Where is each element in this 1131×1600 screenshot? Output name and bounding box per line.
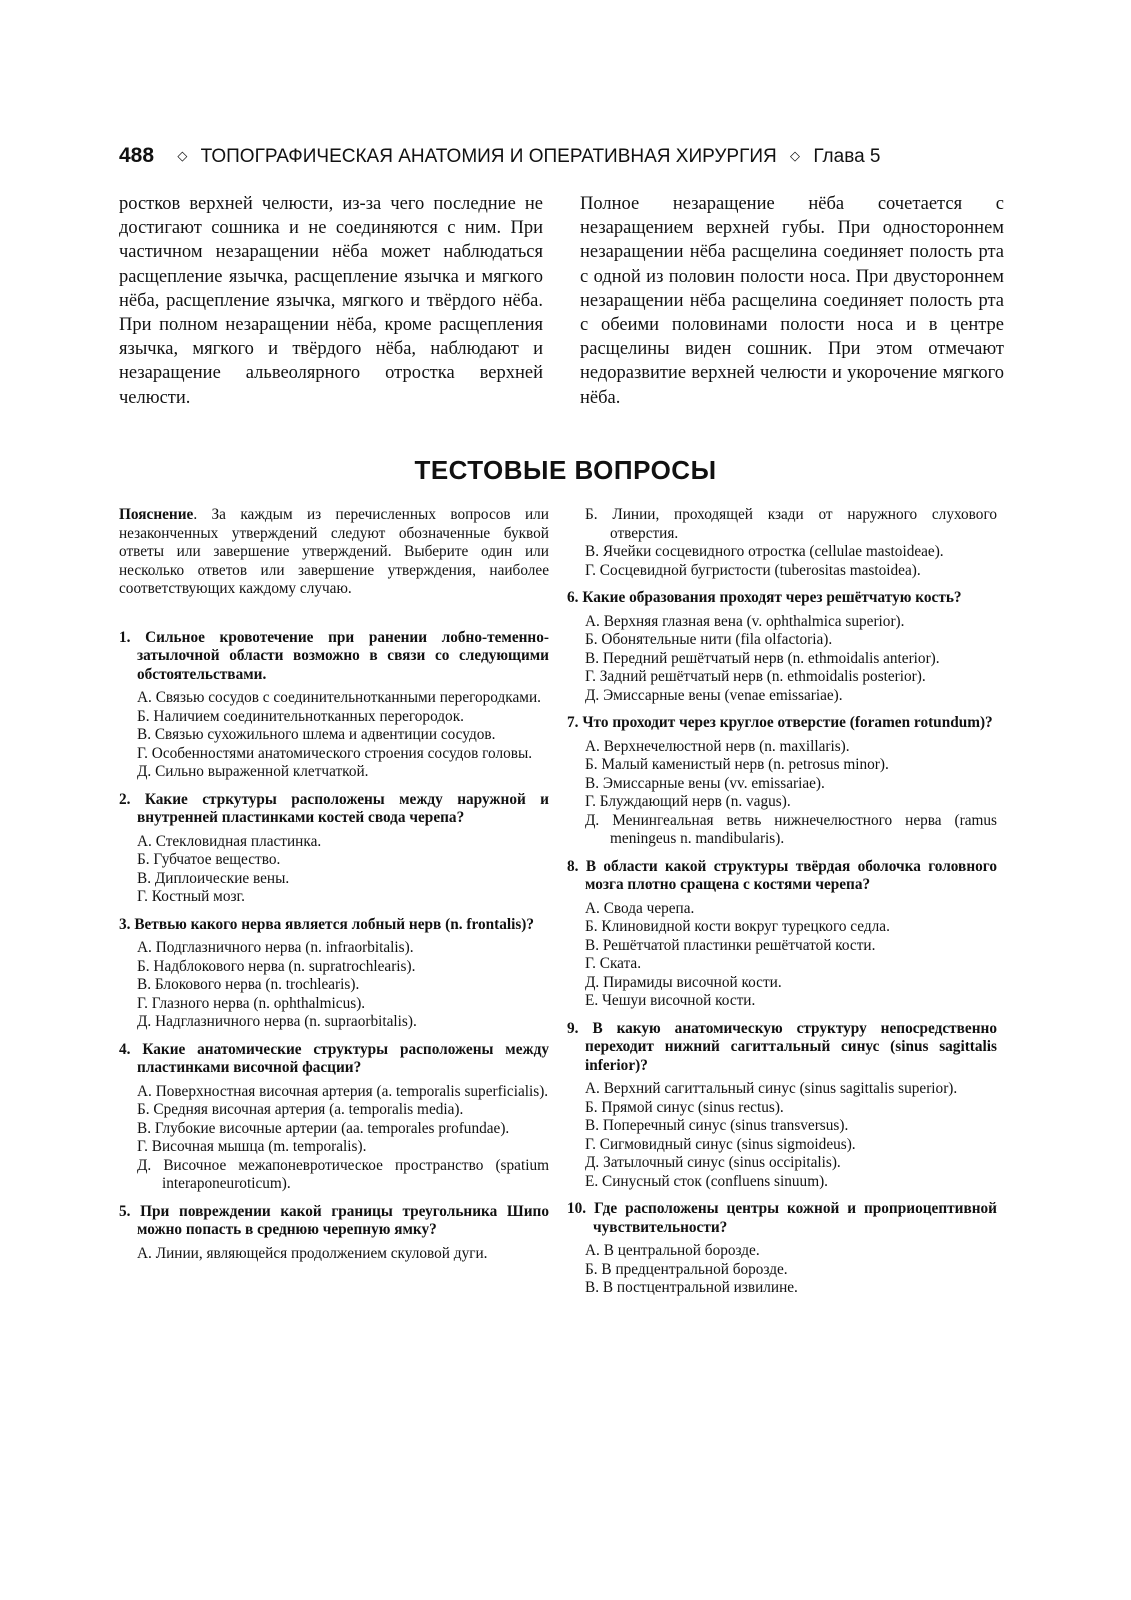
left-column (119, 506, 549, 1272)
question-1 (119, 629, 549, 782)
answer-option: Б. В предцентральной борозде. (585, 1260, 788, 1278)
answer-option: Г. Ската. (585, 955, 642, 972)
answer-option: В. Глубокие височные артерии (aa. temporales profundae). (137, 1119, 510, 1137)
question-text: 1. Сильное кровотечение при ранении лобно-теменно-затылочной области возможно в связи со следующими обстоятельствами. (119, 628, 549, 683)
answer-option: В. Поперечный синус (sinus transversus). (585, 1117, 849, 1134)
question-5 (119, 1203, 549, 1264)
explanation-label: Пояснение (119, 506, 194, 523)
question-text: 3. Ветвью какого нерва является лобный нерв (n. frontalis)? (119, 915, 535, 933)
answer-option: А. Верхний сагиттальный синус (sinus sagittalis superior). (585, 1080, 958, 1097)
right-column (567, 506, 997, 1307)
answer-option: Г. Блуждающий нерв (n. vagus). (585, 793, 791, 810)
answer-option: Г. Костный мозг. (137, 888, 245, 905)
answer-option: Б. Клиновидной кости вокруг турецкого седла. (585, 918, 890, 935)
question-text: 8. В области какой структуры твёрдая оболочка головного мозга плотно сращена с костями черепа? (567, 857, 997, 893)
answer-option: Д. Затылочный синус (sinus occipitalis). (585, 1154, 841, 1171)
answer-option: Б. Средняя височная артерия (a. temporalis media). (137, 1101, 464, 1118)
answer-option: Д. Сильно выраженной клетчаткой. (137, 763, 369, 780)
answer-option: В. Диплоические вены. (137, 869, 290, 887)
answer-option: А. Поверхностная височная артерия (a. temporalis superficialis). (137, 1082, 549, 1100)
answer-option: В. Ячейки сосцевидного отростка (cellulae mastoideae). (585, 543, 944, 560)
answer-option: Г. Задний решётчатый нерв (n. ethmoidalis posterior). (585, 668, 926, 685)
answer-option: Е. Синусный сток (confluens sinuum). (585, 1172, 829, 1190)
answer-option: Б. Прямой синус (sinus rectus). (585, 1098, 784, 1116)
explanation (119, 506, 549, 599)
page-number: 488 (119, 144, 155, 167)
answer-option: А. В центральной борозде. (585, 1242, 760, 1259)
answer-option: Д. Пирамиды височной кости. (585, 973, 782, 991)
answer-option: А. Связью сосудов с соединительнотканными перегородками. (137, 689, 541, 706)
answer-option: Г. Особенностями анатомического строения сосудов головы. (137, 744, 533, 762)
answer-option: А. Свода черепа. (585, 899, 695, 917)
answer-option: Г. Височная мышца (m. temporalis). (137, 1138, 367, 1155)
answer-option: В. Передний решётчатый нерв (n. ethmoidalis anterior). (585, 649, 940, 667)
question-text: 10. Где расположены центры кожной и проприоцептивной чувствительности? (567, 1200, 997, 1236)
answer-option: Б. Линии, проходящей кзади от наружного слухового отверстия. (585, 506, 997, 542)
answer-option: В. В постцентральной извилине. (585, 1279, 798, 1296)
question-8 (567, 858, 997, 1011)
book-title: ТОПОГРАФИЧЕСКАЯ АНАТОМИЯ И ОПЕРАТИВНАЯ ХИРУРГИЯ (200, 146, 777, 167)
question-4 (119, 1041, 549, 1194)
question-10 (567, 1200, 997, 1298)
answer-option: Б. Губчатое вещество. (137, 851, 281, 868)
answer-option: А. Верхняя глазная вена (v. ophthalmica superior). (585, 612, 905, 630)
question-3 (119, 916, 549, 1032)
answer-option: Е. Чешуи височной кости. (585, 992, 756, 1009)
answer-option: А. Подглазничного нерва (n. infraorbitalis). (137, 939, 414, 956)
separator-icon: ◇ (177, 148, 188, 163)
answer-option: Д. Надглазничного нерва (n. supraorbitalis). (137, 1013, 417, 1030)
separator-icon: ◇ (790, 148, 801, 163)
answer-option: А. Верхнечелюстной нерв (n. maxillaris). (585, 737, 850, 755)
question-text: 7. Что проходит через круглое отверстие (foramen rotundum)? (567, 714, 993, 731)
question-text: 4. Какие анатомические структуры расположены между пластинками височной фасции? (119, 1040, 549, 1076)
answer-option: А. Линии, являющейся продолжением скуловой дуги. (137, 1244, 488, 1262)
answer-option: Г. Сосцевидной бугристости (tuberositas mastoidea). (585, 561, 921, 579)
answer-option: Г. Глазного нерва (n. ophthalmicus). (137, 994, 366, 1012)
answer-option: Д. Менингеальная ветвь нижнечелюстного нерва (ramus meningeus n. mandibularis). (585, 811, 997, 847)
answer-option: В. Эмиссарные вены (vv. emissariae). (585, 774, 825, 792)
question-text: 6. Какие образования проходят через решётчатую кость? (567, 589, 962, 606)
answer-option: В. Решётчатой пластинки решётчатой кости. (585, 936, 876, 954)
answer-option: Г. Сигмовидный синус (sinus sigmoideus). (585, 1135, 856, 1153)
answer-option: В. Блокового нерва (n. trochlearis). (137, 976, 360, 993)
answer-option: Б. Малый каменистый нерв (n. petrosus minor). (585, 756, 889, 773)
answer-option: Д. Височное межапоневротическое пространство (spatium interaponeuroticum). (137, 1156, 549, 1192)
running-header (119, 141, 1019, 171)
question-text: 2. Какие стркутуры расположены между наружной и внутренней пластинками костей свода черепа? (119, 790, 549, 826)
question-9 (567, 1020, 997, 1192)
answer-option: А. Стекловидная пластинка. (137, 832, 322, 850)
section-title: ТЕСТОВЫЕ ВОПРОСЫ (414, 455, 717, 485)
intro-paragraph-right: Полное незаращение нёба сочетается с незаращением верхней губы. При одностороннем незаращении нёба расщелина соединяет полость рта с одной из половин полости носа. При двустороннем незаращении нёба расщелина соединяет полость рта с обеими половинами полости носа и в центре расщелины виден сошник. При этом отмечают недоразвитие верхней челюсти и укорочение мягкого нёба. (580, 194, 1004, 408)
answer-option: В. Связью сухожильного шлема и адвентиции сосудов. (137, 726, 496, 743)
question-text: 5. При повреждении какой границы треугольника Шипо можно попасть в среднюю черепную ямку? (119, 1202, 549, 1238)
answer-option: Б. Надблокового нерва (n. supratrochlearis). (137, 957, 416, 975)
intro-paragraph-left: ростков верхней челюсти, из-за чего последние не достигают сошника и не соединяются с ним. При частичном незаращении нёба может наблюдаться расщепление язычка, расщепление язычка и мягкого нёба, расщепление язычка, мягкого и твёрдого нёба. При полном незаращении нёба, кроме расщепления язычка, мягкого и твёрдого нёба, наблюдают и незаращение альвеолярного отростка верхней челюсти. (119, 194, 543, 408)
answer-option: Д. Эмиссарные вены (venae emissariae). (585, 686, 843, 704)
answer-option: Б. Наличием соединительнотканных перегородок. (137, 707, 464, 725)
question-7 (567, 714, 997, 849)
question-text: 9. В какую анатомическую структуру непосредственно переходит нижний сагиттальный синус (sinus sagittalis inferior)? (567, 1019, 997, 1074)
question-2 (119, 791, 549, 907)
explanation-text: . За каждым из перечисленных вопросов или незаконченных утверждений следуют обозначенные буквой ответы или завершение утверждений. Выберите один или несколько ответов или завершение утверждения, наиболее соответствующих каждому случаю. (119, 506, 549, 597)
question-6 (567, 589, 997, 705)
chapter-label: Глава 5 (813, 146, 881, 167)
answer-option: Б. Обонятельные нити (fila olfactoria). (585, 631, 833, 648)
question-5-continued (567, 506, 997, 580)
